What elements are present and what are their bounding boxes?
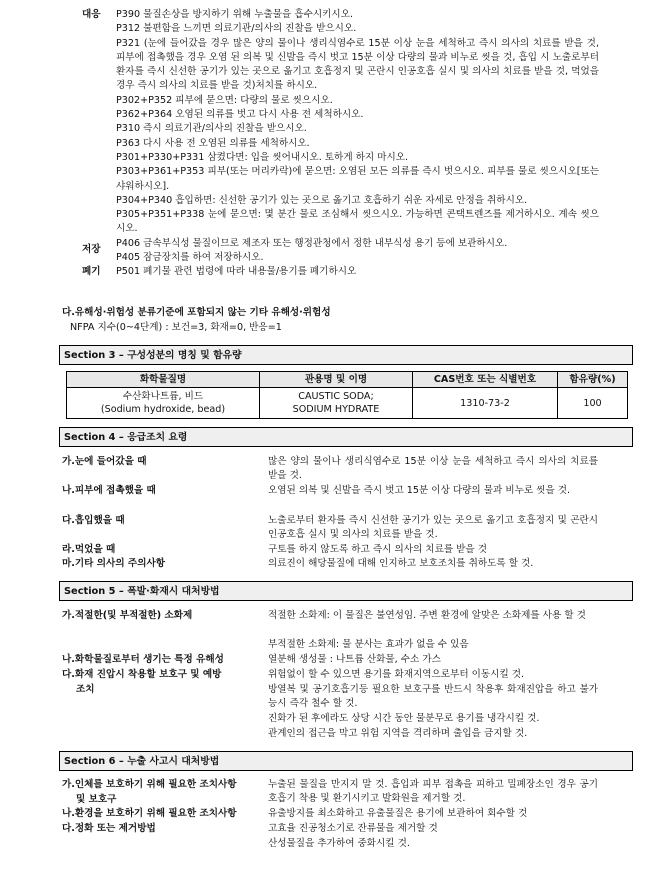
first-aid-label: 나.피부에 접촉했을 때 <box>62 485 156 496</box>
precaution-row <box>0 37 662 94</box>
precaution-row <box>0 22 662 36</box>
nfpa-index: NFPA 지수(0~4단계) : 보건=3, 화재=0, 반응=1 <box>70 322 282 333</box>
precaution-row <box>0 108 662 122</box>
first-aid-text: 많은 양의 물이나 생리식염수로 15분 이상 눈을 세척하고 즉시 의사의 치료를 받을 것. <box>268 456 598 482</box>
precaution-row <box>0 208 662 237</box>
first-aid-label: 마.기타 의사의 주의사항 <box>62 558 165 569</box>
table-header-row <box>67 372 628 388</box>
cell-content: 100 <box>558 388 628 419</box>
col-alias: 관용명 및 이명 <box>260 372 413 388</box>
firefighter-protection-label-cont: 조치 <box>76 684 95 695</box>
extinguishing-media-suitable: 적절한 소화제: 이 물질은 불연성임. 주변 환경에 알맞은 소화제를 사용 할 것 <box>268 610 586 621</box>
personal-precautions-text: 누출된 물질을 만지지 말 것. 흡입과 피부 접촉을 피하고 밀폐장소인 경우 공기호흡기 착용 및 환기시키고 발화원을 제거할 것. <box>268 779 598 805</box>
extinguishing-media-label: 가.적절한(및 부적절한) 소화제 <box>62 610 193 621</box>
precaution-row <box>0 151 662 165</box>
firefighter-text-1: 위험없이 할 수 있으면 용기를 화재지역으로부터 이동시킬 것. <box>268 669 525 680</box>
col-cas: CAS번호 또는 식별번호 <box>413 372 558 388</box>
alias-2: SODIUM HYDRATE <box>292 404 380 415</box>
precaution-text: P305+P351+P338 눈에 묻으면: 몇 분간 물로 조심해서 씻으시오. 가능하면 콘택트렌즈를 제거하시오. 계속 씻으시오. <box>116 209 599 235</box>
col-content: 함유량(%) <box>558 372 628 388</box>
first-aid-label: 가.눈에 들어갔을 때 <box>62 456 147 467</box>
personal-precautions-label-cont: 및 보호구 <box>76 794 117 805</box>
precaution-row <box>0 237 662 255</box>
specific-hazards-label: 나.화학물질로부터 생기는 특정 유해성 <box>62 654 224 665</box>
first-aid-label: 다.흡입했을 때 <box>62 515 125 526</box>
firefighter-protection-label: 다.화재 진압시 착용할 보호구 및 예방 <box>62 669 222 680</box>
section5-header: Section 5 – 폭발·화재시 대처방법 <box>59 581 633 601</box>
first-aid-text: 오염된 의복 및 신발을 즉시 벗고 15분 이상 다량의 물과 비누로 씻을 것. <box>268 485 571 496</box>
cleanup-text-2: 산성물질을 추가하여 중화시킬 것. <box>268 838 410 849</box>
section3-header: Section 3 – 구성성분의 명칭 및 함유량 <box>59 345 633 365</box>
first-aid-text: 의료진이 해당물질에 대해 인지하고 보호조치를 취하도록 할 것. <box>268 558 534 569</box>
alias-1: CAUSTIC SODA; <box>298 391 374 402</box>
cleanup-methods-label: 다.정화 또는 제거방법 <box>62 823 156 834</box>
precaution-row <box>0 137 662 151</box>
environmental-precautions-label: 나.환경을 보호하기 위해 필요한 조치사항 <box>62 808 237 819</box>
environmental-precautions-text: 유출방지를 최소화하고 유출물질은 용기에 보관하여 회수할 것 <box>268 808 528 819</box>
cell-alias <box>260 388 413 419</box>
first-aid-label: 라.먹었을 때 <box>62 544 116 555</box>
chemical-name-english: (Sodium hydroxide, bead) <box>100 404 226 415</box>
precaution-text: P362+P364 오염된 의류를 벗고 다시 사용 전 세척하시오. <box>116 109 364 121</box>
precaution-text: P406 금속부식성 물질이므로 제조자 또는 행정관청에서 정한 내부식성 용기 등에 보관하시오. <box>116 237 508 249</box>
cell-chemical-name <box>67 388 260 419</box>
precaution-text: P501 폐기물 관련 법령에 따라 내용물/용기를 폐기하시오 <box>116 266 357 278</box>
firefighter-text-3: 진화가 된 후에라도 상당 시간 동안 물분무로 용기를 냉각시킬 것. <box>268 713 540 724</box>
first-aid-text: 구토를 하지 않도록 하고 즉시 의사의 치료를 받을 것 <box>268 544 488 555</box>
section6-header: Section 6 – 누출 사고시 대처방법 <box>59 751 633 771</box>
precaution-text: P312 불편함을 느끼면 의료기관/의사의 진찰을 받으시오. <box>116 23 357 35</box>
precaution-text: P303+P361+P353 피부(또는 머리카락)에 묻으면: 오염된 모든 의류를 즉시 벗으시오. 피부를 물로 씻으시오[또는 샤워하시오]. <box>116 166 599 192</box>
precaution-row <box>0 251 662 265</box>
precaution-text: P405 잠금장치를 하여 저장하시오. <box>116 252 264 264</box>
precaution-label: 저장 <box>82 243 101 255</box>
precaution-label: 폐기 <box>82 266 101 278</box>
firefighter-text-4: 관계인의 접근을 막고 위험 지역을 격리하며 출입을 금지할 것. <box>268 728 528 739</box>
precaution-text: P390 물질손상을 방지하기 위해 누출물을 흡수시키시오. <box>116 9 354 20</box>
col-chemical-name: 화학물질명 <box>67 372 260 388</box>
other-hazards-title: 다.유해성·위험성 분류기준에 포함되지 않는 기타 유해성·위험성 <box>62 307 331 318</box>
precaution-row <box>0 94 662 108</box>
composition-table <box>66 371 628 419</box>
precaution-text: P321 (눈에 들어갔을 경우 많은 양의 물이나 생리식염수로 15분 이상 눈을 세척하고 즉시 의사의 치료를 받을 것, 피부에 접촉했을 경우 오염 된 의복 및 신발을 즉시 벗고 15분 이상 다량의 물과 비누로 씻을 것, 흡입 시 노출로부터 환자를 즉시 신선한 공기가 있는 곳으로 옮기고 호흡정지 및 곤란시 인공호흡 실시 및 의사의 치료를 받을 것, 먹었을 경우 즉시 의사의 치료를 받을 것)처치를 하시오. <box>116 37 599 92</box>
precaution-text: P363 다시 사용 전 오염된 의류를 세척하시오. <box>116 137 310 149</box>
precaution-text: P301+P330+P331 삼켰다면: 입을 씻어내시오. 토하게 하지 마시오. <box>116 151 409 163</box>
precaution-row <box>0 194 662 208</box>
precautionary-statements <box>0 8 662 280</box>
precaution-row <box>0 122 662 136</box>
precaution-label: 대응 <box>82 9 101 20</box>
specific-hazards-text: 열분해 생성물 : 나트륨 산화물, 수소 가스 <box>268 654 441 665</box>
extinguishing-media-unsuitable: 부적절한 소화제: 물 분사는 효과가 없을 수 있음 <box>268 639 469 650</box>
firefighter-text-2: 방열복 및 공기호흡기등 필요한 보호구를 반드시 착용후 화재진압을 하고 불가능시 즉각 철수 할 것. <box>268 684 598 710</box>
precaution-text: P304+P340 흡입하면: 신선한 공기가 있는 곳으로 옮기고 호흡하기 쉬운 자세로 안정을 취하시오. <box>116 194 528 206</box>
precaution-row <box>0 8 662 22</box>
precaution-text: P310 즉시 의료기관/의사의 진찰을 받으시오. <box>116 123 307 135</box>
cell-cas: 1310-73-2 <box>413 388 558 419</box>
section4-header: Section 4 – 응급조치 요령 <box>59 427 633 447</box>
precaution-row <box>0 165 662 194</box>
personal-precautions-label: 가.인체를 보호하기 위해 필요한 조치사항 <box>62 779 237 790</box>
cleanup-text-1: 고효율 진공청소기로 잔류물을 제거할 것 <box>268 823 438 834</box>
first-aid-text: 노출로부터 환자를 즉시 신선한 공기가 있는 곳으로 옮기고 호흡정지 및 곤란시 인공호흡 실시 및 의사의 치료를 받을 것. <box>268 515 598 541</box>
precaution-row <box>0 265 662 279</box>
table-row <box>67 388 628 419</box>
chemical-name-korean: 수산화나트륨, 비드 <box>122 391 204 402</box>
precaution-text: P302+P352 피부에 묻으면: 다량의 물로 씻으시오. <box>116 94 333 106</box>
